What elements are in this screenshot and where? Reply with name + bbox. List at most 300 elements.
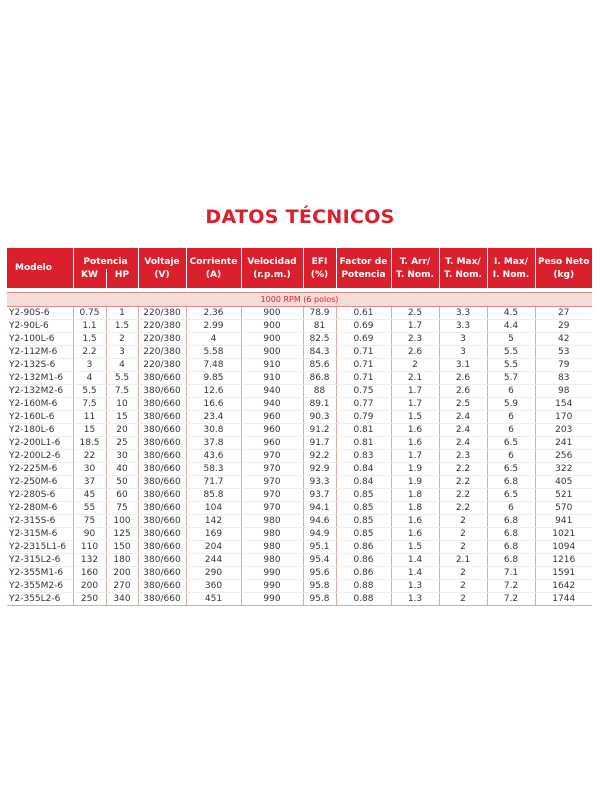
cell-kw: 1.5 bbox=[73, 333, 106, 346]
cell-tarr: 2.3 bbox=[391, 333, 439, 346]
cell-velocidad: 960 bbox=[241, 411, 303, 424]
header-tarr-line2: T. Nom. bbox=[391, 269, 439, 288]
cell-peso: 1642 bbox=[535, 580, 592, 593]
cell-voltaje: 380/660 bbox=[138, 411, 186, 424]
cell-hp: 125 bbox=[106, 528, 138, 541]
cell-hp: 200 bbox=[106, 567, 138, 580]
cell-corriente: 5.58 bbox=[186, 346, 241, 359]
cell-imax: 6.8 bbox=[487, 554, 535, 567]
cell-factor: 0.85 bbox=[336, 489, 391, 502]
cell-tarr: 2.1 bbox=[391, 372, 439, 385]
cell-modelo: Y2-355M2-6 bbox=[7, 580, 73, 593]
cell-peso: 1744 bbox=[535, 593, 592, 606]
cell-peso: 1216 bbox=[535, 554, 592, 567]
cell-factor: 0.88 bbox=[336, 593, 391, 606]
cell-tarr: 1.9 bbox=[391, 476, 439, 489]
cell-modelo: Y2-315L2-6 bbox=[7, 554, 73, 567]
cell-tarr: 1.3 bbox=[391, 593, 439, 606]
cell-tarr: 2.6 bbox=[391, 346, 439, 359]
cell-kw: 7.5 bbox=[73, 398, 106, 411]
cell-hp: 1.5 bbox=[106, 320, 138, 333]
table-row bbox=[7, 580, 592, 593]
cell-imax: 5.5 bbox=[487, 346, 535, 359]
cell-voltaje: 220/380 bbox=[138, 320, 186, 333]
cell-peso: 521 bbox=[535, 489, 592, 502]
cell-tmax: 3 bbox=[439, 333, 487, 346]
cell-efi: 88 bbox=[303, 385, 336, 398]
cell-velocidad: 940 bbox=[241, 398, 303, 411]
cell-factor: 0.86 bbox=[336, 541, 391, 554]
cell-hp: 2 bbox=[106, 333, 138, 346]
cell-tarr: 1.7 bbox=[391, 385, 439, 398]
cell-peso: 27 bbox=[535, 307, 592, 320]
cell-tarr: 1.6 bbox=[391, 528, 439, 541]
cell-corriente: 23.4 bbox=[186, 411, 241, 424]
table-row bbox=[7, 554, 592, 567]
table-row bbox=[7, 333, 592, 346]
cell-modelo: Y2-180L-6 bbox=[7, 424, 73, 437]
cell-imax: 4.5 bbox=[487, 307, 535, 320]
cell-tmax: 2 bbox=[439, 593, 487, 606]
header-modelo: Modelo bbox=[7, 248, 73, 288]
cell-modelo: Y2-225M-6 bbox=[7, 463, 73, 476]
cell-efi: 78.9 bbox=[303, 307, 336, 320]
cell-velocidad: 980 bbox=[241, 541, 303, 554]
cell-factor: 0.75 bbox=[336, 385, 391, 398]
cell-imax: 5 bbox=[487, 333, 535, 346]
cell-corriente: 2.99 bbox=[186, 320, 241, 333]
cell-efi: 84.3 bbox=[303, 346, 336, 359]
cell-hp: 75 bbox=[106, 502, 138, 515]
table-row bbox=[7, 346, 592, 359]
cell-kw: 4 bbox=[73, 372, 106, 385]
cell-kw: 15 bbox=[73, 424, 106, 437]
cell-peso: 53 bbox=[535, 346, 592, 359]
cell-velocidad: 970 bbox=[241, 502, 303, 515]
cell-kw: 75 bbox=[73, 515, 106, 528]
cell-imax: 6.8 bbox=[487, 476, 535, 489]
cell-hp: 340 bbox=[106, 593, 138, 606]
cell-hp: 5.5 bbox=[106, 372, 138, 385]
cell-tarr: 1.3 bbox=[391, 580, 439, 593]
cell-kw: 55 bbox=[73, 502, 106, 515]
cell-factor: 0.85 bbox=[336, 502, 391, 515]
cell-voltaje: 380/660 bbox=[138, 567, 186, 580]
cell-efi: 81 bbox=[303, 320, 336, 333]
cell-corriente: 9.85 bbox=[186, 372, 241, 385]
cell-kw: 110 bbox=[73, 541, 106, 554]
cell-tmax: 3.3 bbox=[439, 320, 487, 333]
cell-corriente: 71.7 bbox=[186, 476, 241, 489]
cell-tmax: 2.2 bbox=[439, 476, 487, 489]
cell-kw: 18.5 bbox=[73, 437, 106, 450]
header-tarr: T. Arr/ bbox=[391, 248, 439, 269]
header-corriente: Corriente bbox=[186, 248, 241, 269]
cell-tarr: 1.7 bbox=[391, 320, 439, 333]
cell-efi: 94.9 bbox=[303, 528, 336, 541]
cell-peso: 203 bbox=[535, 424, 592, 437]
table-row bbox=[7, 307, 592, 320]
cell-tarr: 1.9 bbox=[391, 463, 439, 476]
cell-corriente: 16.6 bbox=[186, 398, 241, 411]
cell-imax: 6 bbox=[487, 411, 535, 424]
cell-tmax: 2 bbox=[439, 580, 487, 593]
cell-tarr: 1.6 bbox=[391, 424, 439, 437]
cell-modelo: Y2-100L-6 bbox=[7, 333, 73, 346]
cell-factor: 0.77 bbox=[336, 398, 391, 411]
cell-tarr: 1.6 bbox=[391, 515, 439, 528]
cell-hp: 10 bbox=[106, 398, 138, 411]
header-velocidad: Velocidad bbox=[241, 248, 303, 269]
cell-factor: 0.61 bbox=[336, 307, 391, 320]
technical-data-table bbox=[7, 248, 592, 606]
table-row bbox=[7, 593, 592, 606]
cell-tmax: 3.1 bbox=[439, 359, 487, 372]
cell-efi: 92.2 bbox=[303, 450, 336, 463]
cell-corriente: 30.8 bbox=[186, 424, 241, 437]
cell-imax: 6 bbox=[487, 502, 535, 515]
cell-corriente: 204 bbox=[186, 541, 241, 554]
cell-tmax: 2.3 bbox=[439, 450, 487, 463]
cell-hp: 150 bbox=[106, 541, 138, 554]
table-row bbox=[7, 320, 592, 333]
cell-tarr: 1.5 bbox=[391, 411, 439, 424]
cell-corriente: 12.6 bbox=[186, 385, 241, 398]
cell-factor: 0.69 bbox=[336, 320, 391, 333]
cell-velocidad: 980 bbox=[241, 515, 303, 528]
cell-imax: 6.5 bbox=[487, 463, 535, 476]
cell-hp: 1 bbox=[106, 307, 138, 320]
cell-corriente: 360 bbox=[186, 580, 241, 593]
cell-kw: 30 bbox=[73, 463, 106, 476]
cell-velocidad: 990 bbox=[241, 593, 303, 606]
table-row bbox=[7, 567, 592, 580]
cell-efi: 91.7 bbox=[303, 437, 336, 450]
cell-factor: 0.81 bbox=[336, 424, 391, 437]
cell-velocidad: 970 bbox=[241, 489, 303, 502]
cell-voltaje: 380/660 bbox=[138, 476, 186, 489]
cell-tarr: 1.8 bbox=[391, 489, 439, 502]
cell-factor: 0.84 bbox=[336, 463, 391, 476]
cell-efi: 89.1 bbox=[303, 398, 336, 411]
header-velocidad-unit: (r.p.m.) bbox=[241, 269, 303, 288]
cell-voltaje: 380/660 bbox=[138, 580, 186, 593]
cell-peso: 79 bbox=[535, 359, 592, 372]
cell-imax: 6.5 bbox=[487, 489, 535, 502]
cell-kw: 160 bbox=[73, 567, 106, 580]
cell-peso: 1591 bbox=[535, 567, 592, 580]
cell-imax: 5.9 bbox=[487, 398, 535, 411]
cell-tmax: 2 bbox=[439, 515, 487, 528]
cell-tmax: 2.5 bbox=[439, 398, 487, 411]
cell-voltaje: 220/380 bbox=[138, 307, 186, 320]
cell-tarr: 1.4 bbox=[391, 554, 439, 567]
cell-voltaje: 220/380 bbox=[138, 346, 186, 359]
cell-corriente: 58.3 bbox=[186, 463, 241, 476]
header-tmax: T. Max/ bbox=[439, 248, 487, 269]
cell-efi: 90.3 bbox=[303, 411, 336, 424]
cell-modelo: Y2-250M-6 bbox=[7, 476, 73, 489]
table-row bbox=[7, 398, 592, 411]
cell-kw: 37 bbox=[73, 476, 106, 489]
cell-efi: 94.1 bbox=[303, 502, 336, 515]
cell-tmax: 2.4 bbox=[439, 411, 487, 424]
table-row bbox=[7, 385, 592, 398]
cell-corriente: 85.8 bbox=[186, 489, 241, 502]
cell-velocidad: 990 bbox=[241, 567, 303, 580]
table-row bbox=[7, 450, 592, 463]
cell-velocidad: 900 bbox=[241, 320, 303, 333]
table-row bbox=[7, 359, 592, 372]
cell-velocidad: 960 bbox=[241, 437, 303, 450]
table-row bbox=[7, 528, 592, 541]
header-hp: HP bbox=[106, 269, 138, 288]
cell-tarr: 2.5 bbox=[391, 307, 439, 320]
cell-imax: 7.2 bbox=[487, 580, 535, 593]
cell-modelo: Y2-200L1-6 bbox=[7, 437, 73, 450]
cell-kw: 1.1 bbox=[73, 320, 106, 333]
cell-factor: 0.84 bbox=[336, 476, 391, 489]
cell-tmax: 2 bbox=[439, 541, 487, 554]
cell-factor: 0.71 bbox=[336, 372, 391, 385]
cell-tmax: 2 bbox=[439, 528, 487, 541]
cell-hp: 270 bbox=[106, 580, 138, 593]
cell-voltaje: 380/660 bbox=[138, 463, 186, 476]
cell-efi: 85.6 bbox=[303, 359, 336, 372]
cell-peso: 241 bbox=[535, 437, 592, 450]
cell-corriente: 2.36 bbox=[186, 307, 241, 320]
cell-efi: 95.8 bbox=[303, 580, 336, 593]
cell-kw: 2.2 bbox=[73, 346, 106, 359]
cell-modelo: Y2-315M-6 bbox=[7, 528, 73, 541]
cell-voltaje: 380/660 bbox=[138, 372, 186, 385]
cell-imax: 6 bbox=[487, 385, 535, 398]
cell-corriente: 4 bbox=[186, 333, 241, 346]
header-corriente-unit: (A) bbox=[186, 269, 241, 288]
cell-peso: 98 bbox=[535, 385, 592, 398]
cell-modelo: Y2-132M2-6 bbox=[7, 385, 73, 398]
cell-imax: 6 bbox=[487, 450, 535, 463]
cell-efi: 93.3 bbox=[303, 476, 336, 489]
cell-peso: 170 bbox=[535, 411, 592, 424]
header-factor-line2: Potencia bbox=[336, 269, 391, 288]
cell-imax: 6.8 bbox=[487, 541, 535, 554]
header-peso-unit: (kg) bbox=[535, 269, 592, 288]
cell-factor: 0.71 bbox=[336, 346, 391, 359]
cell-tarr: 2 bbox=[391, 359, 439, 372]
cell-peso: 941 bbox=[535, 515, 592, 528]
cell-velocidad: 990 bbox=[241, 580, 303, 593]
cell-imax: 6 bbox=[487, 424, 535, 437]
cell-hp: 25 bbox=[106, 437, 138, 450]
cell-peso: 1021 bbox=[535, 528, 592, 541]
header-voltaje: Voltaje bbox=[138, 248, 186, 269]
cell-efi: 82.5 bbox=[303, 333, 336, 346]
cell-kw: 0.75 bbox=[73, 307, 106, 320]
header-efi-unit: (%) bbox=[303, 269, 336, 288]
cell-hp: 50 bbox=[106, 476, 138, 489]
cell-velocidad: 970 bbox=[241, 450, 303, 463]
cell-peso: 570 bbox=[535, 502, 592, 515]
cell-factor: 0.83 bbox=[336, 450, 391, 463]
cell-kw: 5.5 bbox=[73, 385, 106, 398]
cell-peso: 322 bbox=[535, 463, 592, 476]
cell-voltaje: 380/660 bbox=[138, 554, 186, 567]
cell-imax: 4.4 bbox=[487, 320, 535, 333]
cell-hp: 7.5 bbox=[106, 385, 138, 398]
cell-tmax: 2.1 bbox=[439, 554, 487, 567]
header-efi: EFI bbox=[303, 248, 336, 269]
cell-modelo: Y2-315S-6 bbox=[7, 515, 73, 528]
cell-velocidad: 970 bbox=[241, 476, 303, 489]
cell-kw: 3 bbox=[73, 359, 106, 372]
cell-peso: 42 bbox=[535, 333, 592, 346]
table-row bbox=[7, 476, 592, 489]
table-header bbox=[7, 248, 592, 288]
cell-hp: 100 bbox=[106, 515, 138, 528]
cell-voltaje: 380/660 bbox=[138, 515, 186, 528]
cell-voltaje: 380/660 bbox=[138, 385, 186, 398]
cell-tarr: 1.5 bbox=[391, 541, 439, 554]
cell-imax: 7.2 bbox=[487, 593, 535, 606]
table-body bbox=[7, 307, 592, 606]
cell-factor: 0.79 bbox=[336, 411, 391, 424]
cell-kw: 22 bbox=[73, 450, 106, 463]
cell-voltaje: 380/660 bbox=[138, 437, 186, 450]
cell-tarr: 1.8 bbox=[391, 502, 439, 515]
cell-tmax: 2.2 bbox=[439, 463, 487, 476]
cell-kw: 200 bbox=[73, 580, 106, 593]
header-potencia: Potencia bbox=[73, 248, 138, 269]
cell-modelo: Y2-132M1-6 bbox=[7, 372, 73, 385]
cell-kw: 90 bbox=[73, 528, 106, 541]
cell-factor: 0.81 bbox=[336, 437, 391, 450]
cell-tarr: 1.7 bbox=[391, 450, 439, 463]
cell-peso: 29 bbox=[535, 320, 592, 333]
cell-voltaje: 380/660 bbox=[138, 450, 186, 463]
cell-tarr: 1.4 bbox=[391, 567, 439, 580]
cell-factor: 0.85 bbox=[336, 528, 391, 541]
cell-hp: 60 bbox=[106, 489, 138, 502]
cell-tmax: 2.4 bbox=[439, 424, 487, 437]
cell-tmax: 2.6 bbox=[439, 385, 487, 398]
cell-imax: 7.1 bbox=[487, 567, 535, 580]
header-imax-line2: I. Nom. bbox=[487, 269, 535, 288]
cell-corriente: 244 bbox=[186, 554, 241, 567]
cell-hp: 20 bbox=[106, 424, 138, 437]
cell-peso: 405 bbox=[535, 476, 592, 489]
cell-efi: 93.7 bbox=[303, 489, 336, 502]
cell-velocidad: 900 bbox=[241, 346, 303, 359]
cell-hp: 3 bbox=[106, 346, 138, 359]
cell-efi: 95.6 bbox=[303, 567, 336, 580]
cell-tarr: 1.7 bbox=[391, 398, 439, 411]
cell-modelo: Y2-112M-6 bbox=[7, 346, 73, 359]
cell-kw: 11 bbox=[73, 411, 106, 424]
cell-voltaje: 380/660 bbox=[138, 502, 186, 515]
cell-corriente: 451 bbox=[186, 593, 241, 606]
cell-voltaje: 380/660 bbox=[138, 489, 186, 502]
cell-modelo: Y2-200L2-6 bbox=[7, 450, 73, 463]
cell-corriente: 43.6 bbox=[186, 450, 241, 463]
cell-velocidad: 910 bbox=[241, 359, 303, 372]
cell-factor: 0.88 bbox=[336, 580, 391, 593]
cell-efi: 95.8 bbox=[303, 593, 336, 606]
cell-kw: 132 bbox=[73, 554, 106, 567]
cell-modelo: Y2-280M-6 bbox=[7, 502, 73, 515]
cell-velocidad: 900 bbox=[241, 333, 303, 346]
header-peso: Peso Neto bbox=[535, 248, 592, 269]
cell-tmax: 3 bbox=[439, 346, 487, 359]
cell-velocidad: 980 bbox=[241, 528, 303, 541]
cell-modelo: Y2-160M-6 bbox=[7, 398, 73, 411]
cell-tmax: 2.6 bbox=[439, 372, 487, 385]
cell-velocidad: 970 bbox=[241, 463, 303, 476]
cell-corriente: 37.8 bbox=[186, 437, 241, 450]
cell-modelo: Y2-90S-6 bbox=[7, 307, 73, 320]
cell-tmax: 2.4 bbox=[439, 437, 487, 450]
cell-velocidad: 900 bbox=[241, 307, 303, 320]
cell-factor: 0.86 bbox=[336, 567, 391, 580]
cell-imax: 5.7 bbox=[487, 372, 535, 385]
cell-peso: 1094 bbox=[535, 541, 592, 554]
header-kw: KW bbox=[73, 269, 106, 288]
cell-kw: 45 bbox=[73, 489, 106, 502]
table-row bbox=[7, 411, 592, 424]
header-tmax-line2: T. Nom. bbox=[439, 269, 487, 288]
cell-modelo: Y2-90L-6 bbox=[7, 320, 73, 333]
cell-modelo: Y2-355M1-6 bbox=[7, 567, 73, 580]
cell-imax: 6.5 bbox=[487, 437, 535, 450]
section-label: 1000 RPM (6 polos) bbox=[7, 293, 592, 307]
cell-voltaje: 380/660 bbox=[138, 593, 186, 606]
table-row bbox=[7, 437, 592, 450]
cell-velocidad: 980 bbox=[241, 554, 303, 567]
table-row bbox=[7, 489, 592, 502]
table-row bbox=[7, 502, 592, 515]
cell-modelo: Y2-2315L1-6 bbox=[7, 541, 73, 554]
cell-hp: 40 bbox=[106, 463, 138, 476]
cell-modelo: Y2-160L-6 bbox=[7, 411, 73, 424]
cell-modelo: Y2-355L2-6 bbox=[7, 593, 73, 606]
cell-tmax: 3.3 bbox=[439, 307, 487, 320]
cell-efi: 95.4 bbox=[303, 554, 336, 567]
cell-corriente: 142 bbox=[186, 515, 241, 528]
cell-hp: 4 bbox=[106, 359, 138, 372]
cell-efi: 95.1 bbox=[303, 541, 336, 554]
cell-hp: 15 bbox=[106, 411, 138, 424]
cell-peso: 154 bbox=[535, 398, 592, 411]
cell-voltaje: 220/380 bbox=[138, 333, 186, 346]
cell-factor: 0.85 bbox=[336, 515, 391, 528]
cell-tmax: 2.2 bbox=[439, 489, 487, 502]
cell-factor: 0.69 bbox=[336, 333, 391, 346]
cell-modelo: Y2-280S-6 bbox=[7, 489, 73, 502]
header-voltaje-unit: (V) bbox=[138, 269, 186, 288]
cell-factor: 0.71 bbox=[336, 359, 391, 372]
cell-tarr: 1.6 bbox=[391, 437, 439, 450]
cell-corriente: 169 bbox=[186, 528, 241, 541]
cell-voltaje: 380/660 bbox=[138, 424, 186, 437]
cell-imax: 5.5 bbox=[487, 359, 535, 372]
cell-corriente: 290 bbox=[186, 567, 241, 580]
header-factor: Factor de bbox=[336, 248, 391, 269]
cell-voltaje: 380/660 bbox=[138, 398, 186, 411]
cell-velocidad: 940 bbox=[241, 385, 303, 398]
page-title: DATOS TÉCNICOS bbox=[205, 206, 395, 228]
cell-peso: 256 bbox=[535, 450, 592, 463]
cell-velocidad: 910 bbox=[241, 372, 303, 385]
